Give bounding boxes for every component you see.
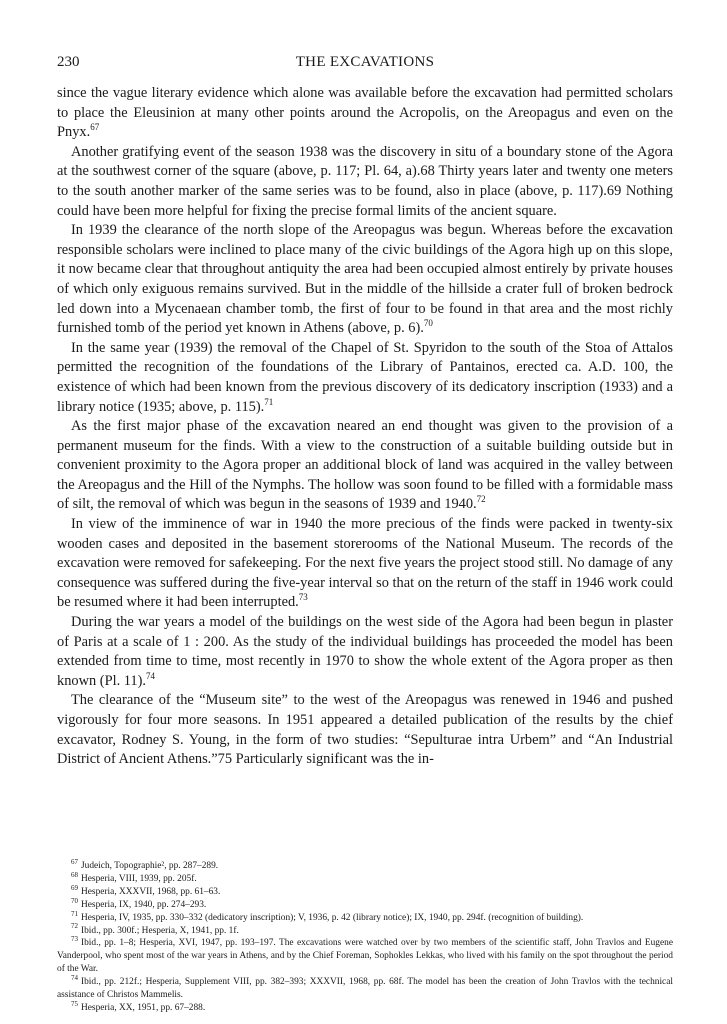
paragraph: The clearance of the “Museum site” to the west of the Areopagus was renewed in 1946 and pushed vigorously for four more seasons. In 1951 appeared a detailed publication of the results by the chief excavator, Rodney S. Young, in the form of two studies: “Sepulturae intra Urbem” and “An Industrial District of Ancient Athens.”75 Particularly significant was the in- (57, 692, 673, 768)
footnote: $^{71}$ Hesperia, IV, 1935, pp. 330–332 (dedicatory inscription); V, 1936, p. 42 (library notice); IX, 1940, pp. 294f. (recognition of building). (71, 909, 584, 923)
footnote: $^{73}$ Ibid., pp. 1–8; Hesperia, XVI, 1947, pp. 193–197. The excavations were watched over by two members of the scientific staff, John Travlos and Eugene Vanderpool, who spent most of the war years in Athens, and by the Chief Foreman, Sophokles Lekkas, who lived with his family on the spot throughout the period of the War. (57, 935, 673, 975)
footnote-ref[interactable]: 74 (146, 671, 156, 682)
footnote-ref[interactable]: 71 (264, 396, 274, 407)
page-header (57, 54, 673, 74)
footnote: $^{69}$ Hesperia, XXXVII, 1968, pp. 61–63. (71, 883, 221, 897)
footnote: $^{74}$ Ibid., pp. 212f.; Hesperia, Supplement VIII, pp. 382–393; XXXVII, 1968, pp. 68f. The model has been the creation of John Travlos with the technical assistance of Christos Mammelis. (57, 974, 673, 1001)
footnote: $^{72}$ Ibid., pp. 300f.; Hesperia, X, 1941, pp. 1f. (71, 922, 239, 936)
footnote-ref[interactable]: 72 (476, 494, 486, 505)
paragraph: In 1939 the clearance of the north slope of the Areopagus was begun. Whereas before the excavation responsible scholars were inclined to place many of the civic buildings of the Agora high up on this slope, it now became clear that throughout antiquity the area had been occupied almost entirely by private houses of which only exiguous remains survived. But in the middle of the hillside a crater full of broken bedrock led down into a Mycenaean chamber tomb, the first of four to be found in that area and the most richly furnished tomb of the period yet known in Athens (above, p. 6).$^{70}$ (57, 222, 673, 337)
footnote: $^{75}$ Hesperia, XX, 1951, pp. 67–288. (71, 999, 206, 1013)
footnote: $^{68}$ Hesperia, VIII, 1939, pp. 205f. (71, 870, 197, 884)
footnote: $^{70}$ Hesperia, IX, 1940, pp. 274–293. (71, 896, 207, 910)
body-text (57, 84, 673, 770)
footnotes (57, 857, 673, 1015)
footnote: $^{67}$ Judeich, Topographie², pp. 287–289. (71, 857, 219, 871)
footnote-ref[interactable]: 73 (298, 592, 308, 603)
paragraph: As the first major phase of the excavation neared an end thought was given to the provision of a permanent museum for the finds. With a view to the construction of a suitable building outside but in convenient proximity to the Agora proper an additional block of land was acquired in the valley between the Areopagus and the Hill of the Nymphs. The hollow was soon found to be filled with a formidable mass of silt, the removal of which was begun in the seasons of 1939 and 1940.72 (57, 418, 673, 513)
paragraph: During the war years a model of the buildings on the west side of the Agora had been begun in plaster of Paris at a scale of 1 : 200. As the study of the individual buildings has proceeded the model has been extended from time to time, most recently in 1970 to show the whole extent of the Agora proper as then known (Pl. 11).$^{74}$ (57, 614, 673, 689)
footnote-ref[interactable]: 67 (90, 122, 100, 133)
paragraph: Another gratifying event of the season 1938 was the discovery in situ of a boundary stone of the Agora at the southwest corner of the square (above, p. 117; Pl. 64, a).68 Thirty years later and twenty one meters to the south another marker of the same series was to be found, also in place (above, p. 117).69 Nothing could have been more helpful for fixing the precise formal limits of the ancient square. (57, 143, 673, 219)
paragraph: In the same year (1939) the removal of the Chapel of St. Spyridon to the south of the Stoa of Attalos permitted the recognition of the foundations of the Library of Pantainos, erected ca. A.D. 100, the existence of which had been known from the previous discovery of its dedicatory inscription (1933) and a library notice (1935; above, p. 115).$^{71}$ (57, 339, 673, 415)
paragraph: since the vague literary evidence which alone was available before the excavation had permitted scholars to place the Eleusinion at many other points around the Acropolis, on the Areopagus and even on the Pnyx.$^{67}$ (57, 85, 673, 141)
page-number: 230 (57, 54, 80, 70)
paragraph: In view of the imminence of war in 1940 the more precious of the finds were packed in twenty-six wooden cases and deposited in the basement storerooms of the National Museum. The records of the excavation were removed for safekeeping. For the next five years the project stood still. No damage of any consequence was suffered during the five-year interval so that on the return of the staff in 1946 work could be resumed where it had been interrupted.$^{73}$ (57, 516, 673, 611)
running-title: THE EXCAVATIONS (295, 54, 435, 70)
footnote-ref[interactable]: 70 (423, 318, 433, 329)
document-page (57, 54, 673, 770)
